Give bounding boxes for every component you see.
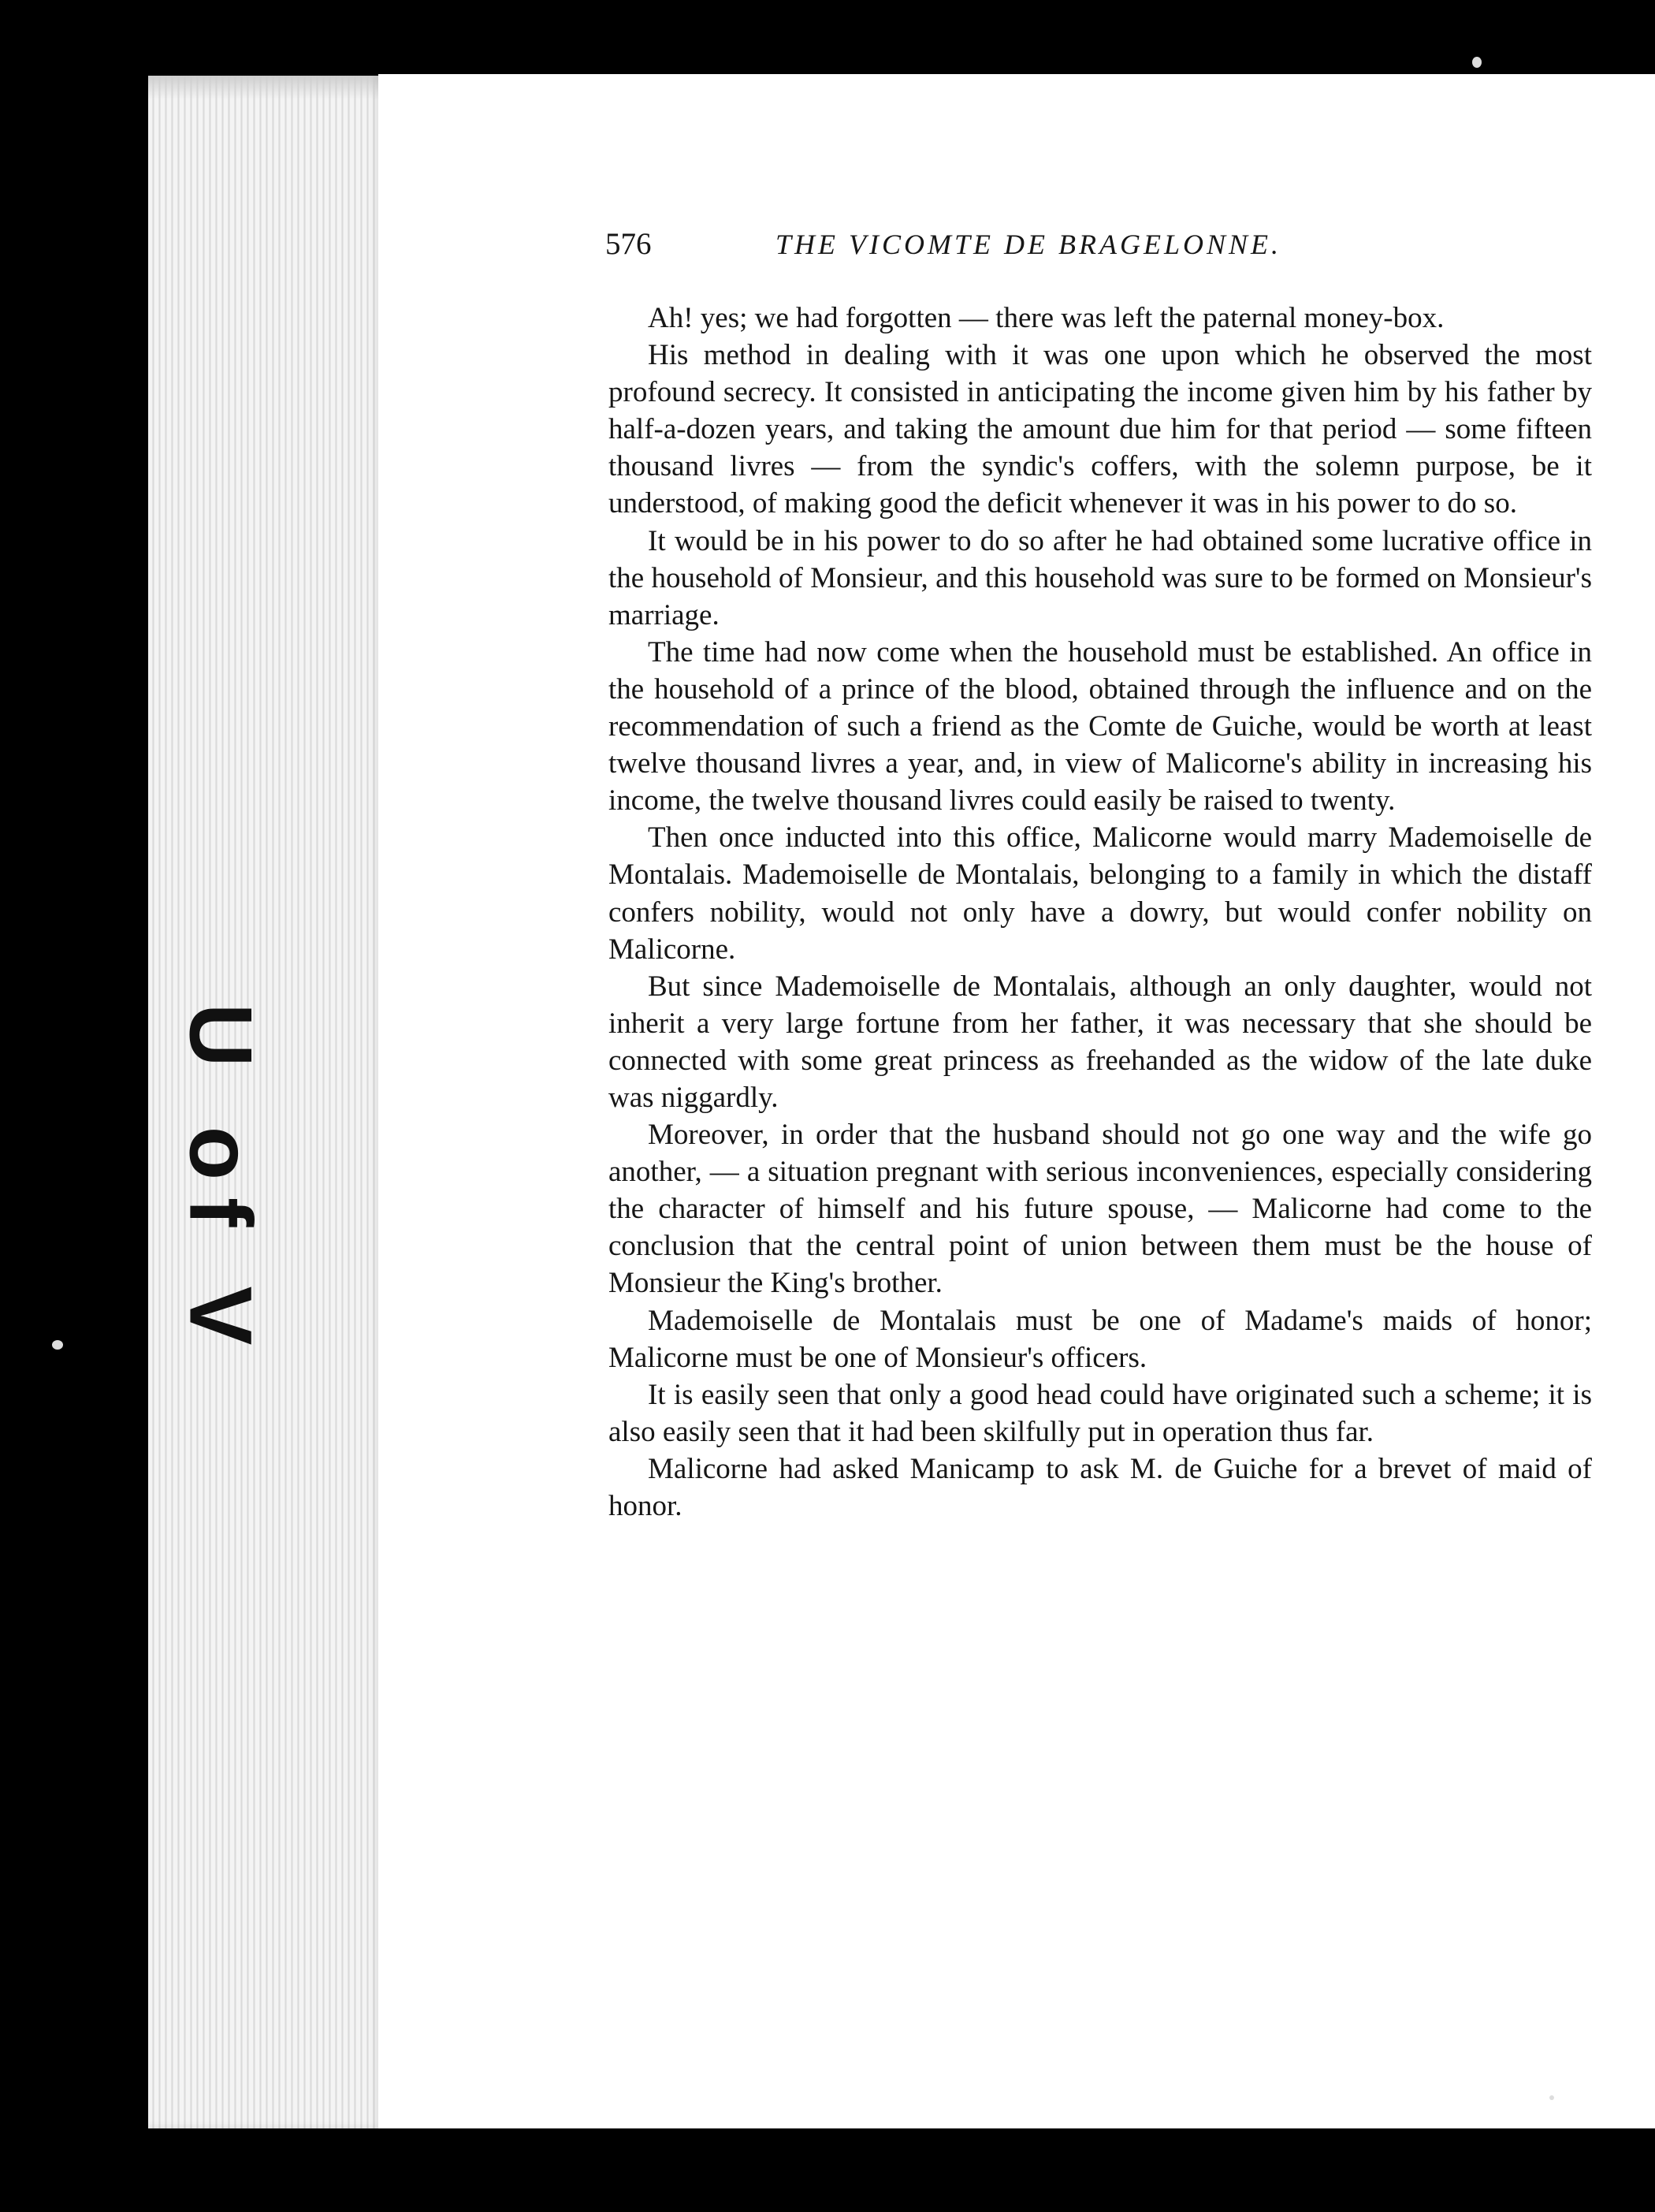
running-header	[605, 222, 1425, 270]
paragraph: It would be in his power to do so after he had obtained some lucrative office in the household of Monsieur, and this household was sure to be formed on Monsieur's marriage.	[608, 524, 1592, 631]
library-stamp	[169, 997, 272, 1368]
scan-speck	[1549, 2095, 1554, 2100]
library-stamp-text: U of V	[171, 1003, 270, 1362]
paragraph: It is easily seen that only a good head could have originated such a scheme; it is also easily seen that it had been skilfully put in operation thus far.	[608, 1378, 1592, 1448]
paragraph: Moreover, in order that the husband should not go one way and the wife go another, — a situation pregnant with serious inconveniences, especially considering the character of himself and his future spouse, — Malicorne had come to the conclusion that the central point of union between them must be the house of Monsieur the King's brother.	[608, 1119, 1592, 1300]
scan-speck	[1472, 57, 1482, 68]
body-text	[608, 300, 1592, 1525]
paragraph: His method in dealing with it was one upon which he observed the most profound secrecy. It consisted in anticipating the income given him by his father by half-a-dozen years, and taking the amount due him for that period — some fifteen thousand livres — from the syndic's coffers, with the solemn purpose, be it understood, of making good the deficit whenever it was in his power to do so.	[608, 339, 1592, 520]
page-number: 576	[605, 227, 652, 261]
paragraph: Then once inducted into this office, Malicorne would marry Mademoiselle de Montalais. Mademoiselle de Montalais, belonging to a family in which the distaff confers nobility, would not only have a dowry, but would confer nobility on Malicorne.	[608, 821, 1592, 966]
scan-speck	[52, 1340, 63, 1350]
paragraph: The time had now come when the household must be established. An office in the household of a prince of the blood, obtained through the influence and on the recommendation of such a friend as the Comte de Guiche, would be worth at least twelve thousand livres a year, and, in view of Malicorne's ability in increasing his income, the twelve thousand livres could easily be raised to twenty.	[608, 635, 1592, 817]
paragraph: Mademoiselle de Montalais must be one of Madame's maids of honor; Malicorne must be one of Monsieur's officers.	[608, 1304, 1592, 1374]
paragraph: Malicorne had asked Manicamp to ask M. de Guiche for a brevet of maid of honor.	[608, 1452, 1592, 1522]
running-title: THE VICOMTE DE BRAGELONNE.	[775, 229, 1281, 260]
paragraph: But since Mademoiselle de Montalais, although an only daughter, would not inherit a very large fortune from her father, it was necessary that she should be connected with some great princess as freehanded as the widow of the late duke was niggardly.	[608, 970, 1592, 1114]
paragraph: Ah! yes; we had forgotten — there was left the paternal money-box.	[648, 302, 1445, 334]
